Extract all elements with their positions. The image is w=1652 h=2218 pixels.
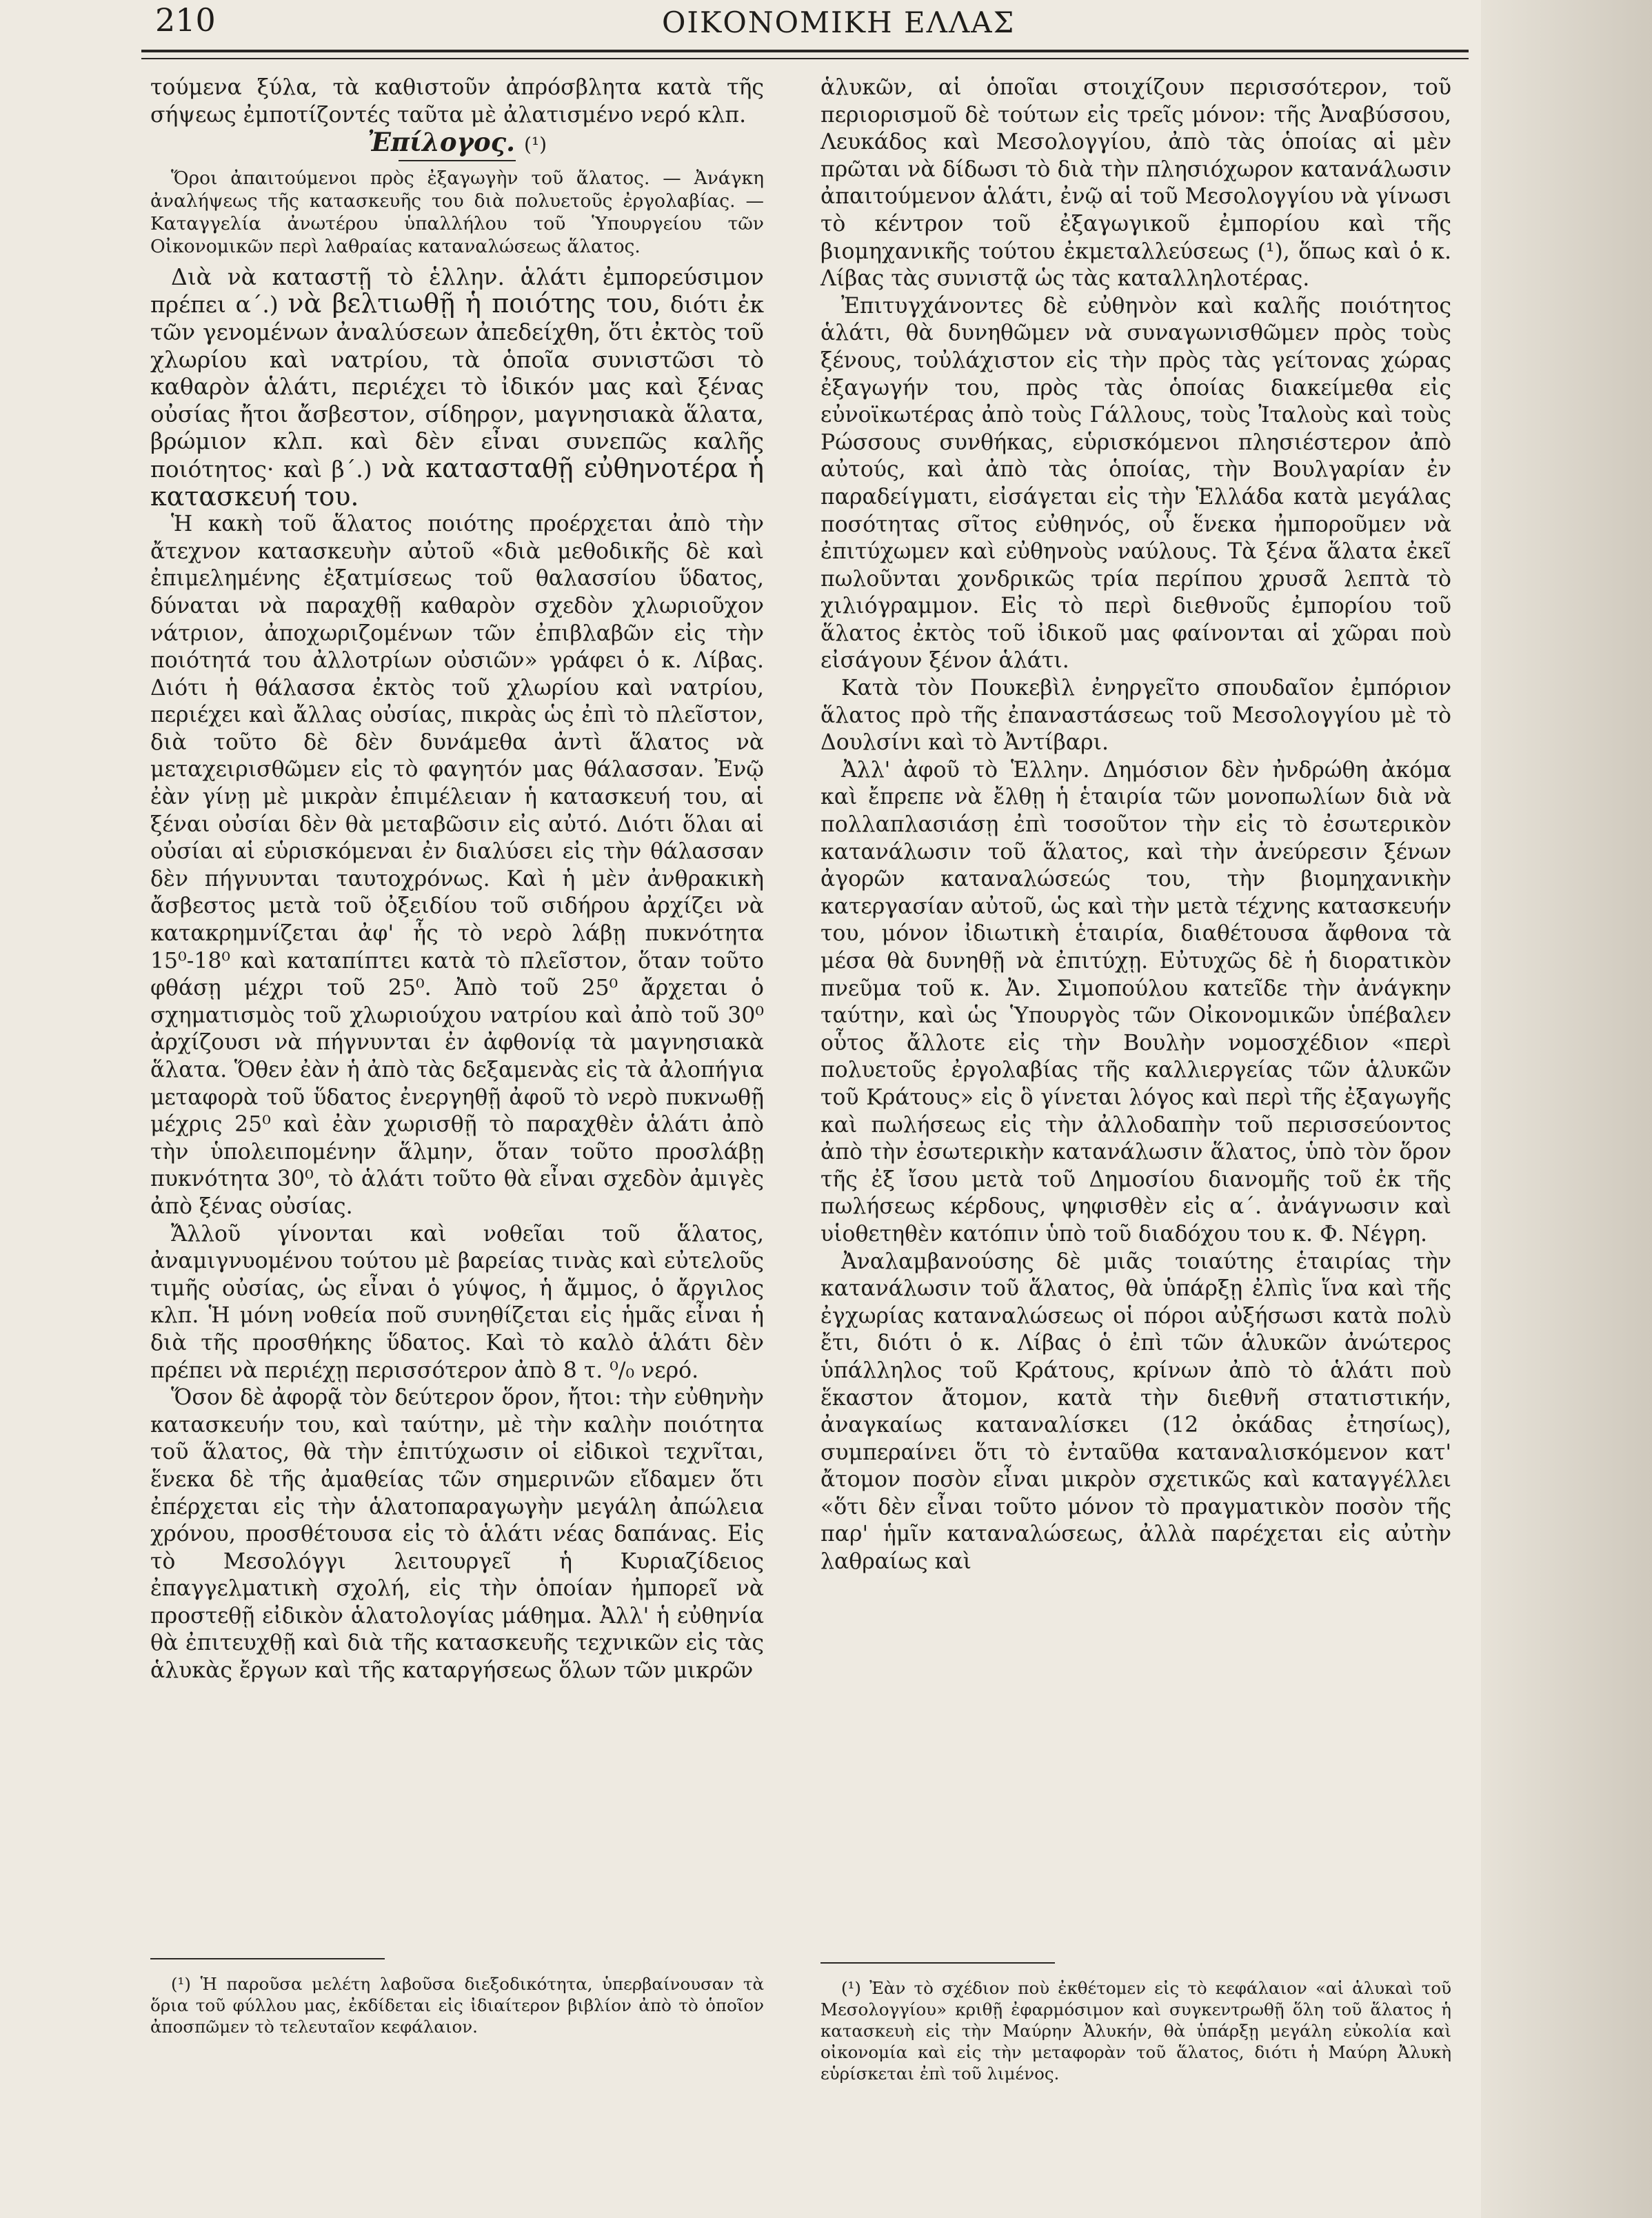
footnote-rule-right	[820, 1962, 1055, 1964]
left-paragraph-top: τούμενα ξύλα, τὰ καθιστοῦν ἀπρόσβλητα κατὰ τῆς σήψεως ἐμποτίζοντές ταῦτα μὲ ἀλατισμένο νερό κλπ.	[150, 75, 764, 128]
right-paragraph-2: Κατὰ τὸν Πουκεβὶλ ἐνηργεῖτο σπουδαῖον ἐμπόριον ἅλατος πρὸ τῆς ἐπαναστάσεως τοῦ Μεσολογγίου μὲ τὸ Δουλσίνι καὶ τὸ Ἀντίβαρι.	[820, 676, 1451, 756]
page-number: 210	[155, 1, 216, 39]
right-column	[820, 74, 1451, 1576]
footnote-reference: (¹)	[523, 133, 547, 157]
left-paragraph-3: Ἄλλοῦ γίνονται καὶ νοθεῖαι τοῦ ἅλατος, ἀναμιγνυομένου τούτου μὲ βαρείας τινὰς καὶ εὐτελοῦς τιμῆς οὐσίας, ὡς εἶναι ὁ γύψος, ἡ ἄμμος, ὁ ἄργιλος κλπ. Ἡ μόνη νοθεία ποῦ συνηθίζεται εἰς ἡμᾶς εἶναι ἡ διὰ τῆς προσθήκης ὕδατος. Καὶ τὸ καλὸ ἁλάτι δὲν πρέπει νὰ περιέχῃ περισσότερον ἀπὸ 8 τ. ⁰/₀ νερό.	[150, 1221, 764, 1383]
left-paragraph-2: Ἡ κακὴ τοῦ ἅλατος ποιότης προέρχεται ἀπὸ τὴν ἄτεχνον κατασκευὴν αὐτοῦ «διὰ μεθοδικῆς δὲ καὶ ἐπιμελημένης ἐξατμίσεως τοῦ θαλασσίου ὕδατος, δύναται νὰ παραχθῇ καθαρὸν σχεδὸν χλωριοῦχον νάτριον, ἀποχωριζομένων τῶν ἐπιβλαβῶν εἰς τὴν ποιότητά του ἀλλοτρίων οὐσιῶν» γράφει ὁ κ. Λίβας. Διότι ἡ θάλασσα ἐκτὸς τοῦ χλωρίου καὶ νατρίου, περιέχει καὶ ἄλλας οὐσίας, πικρὰς ὡς ἐπὶ τὸ πλεῖστον, διὰ τοῦτο δὲ δὲν δυνάμεθα ἀντὶ ἅλατος νὰ μεταχειρισθῶμεν εἰς τὸ φαγητόν μας θάλασσαν. Ἐνῷ ἐὰν γίνῃ μὲ μικρὰν ἐπιμέλειαν ἡ κατασκευή του, αἱ ξέναι οὐσίαι δὲν θὰ μεταβῶσιν εἰς αὐτό. Διότι ὅλαι αἱ οὐσίαι αἱ εὑρισκόμεναι ἐν διαλύσει εἰς τὴν θάλασσαν δὲν πήγνυνται ταυτοχρόνως. Καὶ ἡ μὲν ἀνθρακικὴ ἄσβεστος μετὰ τοῦ ὀξειδίου τοῦ σιδήρου ἀρχίζει νὰ κατακρημνίζεται ἀφ' ἧς τὸ νερὸ λάβῃ πυκνότητα 15⁰-18⁰ καὶ καταπίπτει κατὰ τὸ πλεῖστον, ὅταν τοῦτο φθάσῃ μέχρι τοῦ 25⁰. Ἀπὸ τοῦ 25⁰ ἄρχεται ὁ σχηματισμὸς τοῦ χλωριούχου νατρίου καὶ ἀπὸ τοῦ 30⁰ ἀρχίζουσι νὰ πήγνυνται ἐν ἀφθονίᾳ τὰ μαγνησιακὰ ἅλατα. Ὅθεν ἐὰν ἡ ἀπὸ τὰς δεξαμενὰς εἰς τὰ ἀλοπήγια μεταφορὰ τοῦ ὕδατος ἐνεργηθῇ ἀφοῦ τὸ νερὸ πυκνωθῇ μέχρις 25⁰ καὶ ἐὰν χωρισθῇ τὸ παραχθὲν ἁλάτι ἀπὸ τὴν ὑπολειπομένην ἅλμην, ὅταν τοῦτο προσλάβῃ πυκνότητα 30⁰, τὸ ἁλάτι τοῦτο θὰ εἶναι σχεδὸν ἀμιγὲς ἀπὸ ξένας οὐσίας.	[150, 512, 764, 1219]
paragraph-1-part-a: Διὰ νὰ καταστῇ τὸ ἑλλην. ἁλάτι ἐμπορεύσιμον πρέπει α΄.)	[150, 263, 764, 319]
right-footnote	[820, 1977, 1451, 2084]
left-column	[150, 74, 764, 1685]
paragraph-1-part-c: διότι ἐκ τῶν γενομένων ἀναλύσεων ἀπεδείχθη, ὅτι ἐκτὸς τοῦ χλωρίου καὶ νατρίου, τὰ ὁποῖα συνιστῶσι τὸ καθαρὸν ἁλάτι, περιέχει τὸ ἰδικόν μας καὶ ξένας οὐσίας ἤτοι ἄσβεστον, σίδηρον, μαγνησιακὰ ἅλατα, βρώμιον κλπ. καὶ δὲν εἶναι συνεπῶς καλῆς ποιότητος· καὶ β΄.)	[150, 291, 764, 483]
paragraph-1-emphasis-a: νὰ βελτιωθῇ ἡ ποιότης του,	[288, 288, 661, 319]
header-rule	[141, 50, 1469, 52]
right-paragraph-top: ἁλυκῶν, αἱ ὁποῖαι στοιχίζουν περισσότερον, τοῦ περιορισμοῦ δὲ τούτων εἰς τρεῖς μόνον: τῆς Ἀναβύσσου, Λευκάδος καὶ Μεσολογγίου, ἀπὸ τὰς ὁποίας αἱ μὲν πρῶται νὰ δίδωσι τὸ διὰ τὴν πλησιόχωρον κατανάλωσιν ἀπαιτούμενον ἁλάτι, ἐνῷ αἱ τοῦ Μεσολογγίου νὰ γίνωσι τὸ κέντρον τοῦ ἐξαγωγικοῦ ἐμπορίου καὶ τῆς βιομηχανικῆς τούτου ἐκμεταλλεύσεως (¹), ὅπως καὶ ὁ κ. Λίβας τὰς συνιστᾷ ὡς τὰς καταλληλοτέρας.	[820, 75, 1451, 292]
left-footnote-text: (¹) Ἡ παροῦσα μελέτη λαβοῦσα διεξοδικότητα, ὑπερβαίνουσαν τὰ ὅρια τοῦ φύλλου μας, ἐκδίδεται εἰς ἰδιαίτερον βιβλίον ἀπὸ τὸ ὁποῖον ἀποσπῶμεν τὸ τελευταῖον κεφάλαιον.	[150, 1974, 764, 2037]
left-footnote	[150, 1973, 764, 2037]
section-summary: Ὅροι ἀπαιτούμενοι πρὸς ἐξαγωγὴν τοῦ ἅλατος. — Ἀνάγκη ἀναλήψεως τῆς κατασκευῆς του διὰ πολυετοῦς ἐργολαβίας. — Καταγγελία ἀνωτέρου ὑπαλλήλου τοῦ Ὑπουργείου τῶν Οἰκονομικῶν περὶ λαθραίας καταναλώσεως ἅλατος.	[150, 167, 764, 257]
section-heading-text: Ἐπίλογος.	[367, 127, 516, 158]
right-paragraph-3: Ἀλλ' ἀφοῦ τὸ Ἑλλην. Δημόσιον δὲν ἠνδρώθη ἀκόμα καὶ ἔπρεπε νὰ ἔλθῃ ἡ ἑταιρία τῶν μονοπωλίων διὰ νὰ πολλαπλασιάσῃ ἐπὶ τοσοῦτον τὴν εἰς τὸ ἐσωτερικὸν κατανάλωσιν τοῦ ἅλατος, καὶ τὴν ἀνεύρεσιν ξένων ἀγορῶν καταναλώσεώς του, τὴν βιομηχανικὴν κατεργασίαν αὐτοῦ, ὡς καὶ τὴν μετὰ τέχνης κατασκευήν του, μόνον ἰδιωτικὴ ἑταιρία, διαθέτουσα ἄφθονα τὰ μέσα θὰ δυνηθῇ νὰ ἐπιτύχῃ. Εὐτυχῶς δὲ ἡ διορατικὸν πνεῦμα τοῦ κ. Ἀν. Σιμοπούλου κατεῖδε τὴν ἀνάγκην ταύτην, καὶ ὡς Ὑπουργὸς τῶν Οἰκονομικῶν ὑπέβαλεν οὗτος ἄλλοτε εἰς τὴν Βουλὴν νομοσχέδιον «περὶ πολυετοῦς ἐργολαβίας τῆς καλλιεργείας τῶν ἁλυκῶν τοῦ Κράτους» εἰς ὃ γίνεται λόγος καὶ περὶ τῆς ἐξαγωγῆς καὶ πωλήσεως εἰς τὴν ἀλλοδαπὴν τοῦ περισσεύοντος ἀπὸ τὴν ἐσωτερικὴν κατανάλωσιν ἅλατος, ὑπὸ τὸν ὅρον τῆς ἐξ ἴσου μετὰ τοῦ Δημοσίου διανομῆς τοῦ ἐκ τῆς πωλήσεως κέρδους, ψηφισθὲν εἰς α΄. ἀνάγνωσιν καὶ υἱοθετηθὲν κατόπιν ὑπὸ τοῦ διαδόχου του κ. Φ. Νέγρη.	[820, 757, 1451, 1247]
footnote-rule-left	[150, 1958, 385, 1959]
paragraph-1-emphasis-b: νὰ κατασταθῇ εὐθηνοτέρα ἡ κατασκευή του.	[150, 452, 764, 512]
header-rule-thin	[141, 58, 1469, 59]
section-heading	[150, 129, 764, 159]
right-paragraph-1: Ἐπιτυγχάνοντες δὲ εὐθηνὸν καὶ καλῆς ποιότητος ἁλάτι, θὰ δυνηθῶμεν νὰ συναγωνισθῶμεν πρὸς τοὺς ξένους, τοὐλάχιστον εἰς τὴν πρὸς τὰς γείτονας χώρας ἐξαγωγήν του, πρὸς τὰς ὁποίας διακείμεθα εἰς εὐνοϊκωτέρας ἀπὸ τοὺς Γάλλους, τοὺς Ἰταλοὺς καὶ τοὺς Ρώσσους συνθήκας, εὑρισκόμενοι πλησιέστερον ἀπὸ αὐτούς, καὶ ἀπὸ τὰς ὁποίας, τὴν Βουλγαρίαν ἐν παραδείγματι, εἰσάγεται εἰς τὴν Ἑλλάδα κατὰ μεγάλας ποσότητας σῖτος εὐθηνός, οὗ ἕνεκα ἠμποροῦμεν νὰ ἐπιτύχωμεν καὶ εὐθηνοὺς ναύλους. Τὰ ξένα ἅλατα ἐκεῖ πωλοῦνται χονδρικῶς τρία περίπου χρυσᾶ λεπτὰ τὸ χιλιόγραμμον. Εἰς τὸ περὶ διεθνοῦς ἐμπορίου τοῦ ἅλατος ἐκτὸς τοῦ ἰδικοῦ μας φαίνονται αἱ χῶραι ποὺ εἰσάγουν ξένον ἁλάτι.	[820, 293, 1451, 674]
left-paragraph-4: Ὅσον δὲ ἀφορᾷ τὸν δεύτερον ὅρον, ἤτοι: τὴν εὐθηνὴν κατασκευήν του, καὶ ταύτην, μὲ τὴν καλὴν ποιότητα τοῦ ἅλατος, θὰ τὴν ἐπιτύχωσιν οἱ εἰδικοὶ τεχνῖται, ἕνεκα δὲ τῆς ἀμαθείας τῶν σημερινῶν εἴδαμεν ὅτι ἐπέρχεται εἰς τὴν ἁλατοπαραγωγὴν μεγάλη ἀπώλεια χρόνου, προσθέτουσα εἰς τὸ ἁλάτι νέας δαπάνας. Εἰς τὸ Μεσολόγγι λειτουργεῖ ἡ Κυριαζίδειος ἐπαγγελματικὴ σχολή, εἰς τὴν ὁποίαν ἠμπορεῖ νὰ προστεθῇ εἰδικὸν ἁλατολογίας μάθημα. Ἀλλ' ἡ εὐθηνία θὰ ἐπιτευχθῇ καὶ διὰ τῆς κατασκευῆς τεχνικῶν εἰς τὰς ἁλυκὰς ἔργων καὶ τῆς καταργήσεως ὅλων τῶν μικρῶν	[150, 1385, 764, 1684]
right-footnote-text: (¹) Ἐὰν τὸ σχέδιον ποὺ ἐκθέτομεν εἰς τὸ κεφάλαιον «αἱ ἁλυκαὶ τοῦ Μεσολογγίου» κριθῇ ἐφαρμόσιμον καὶ συγκεντρωθῇ ὅλη τοῦ ἅλατος ἡ κατασκευὴ εἰς τὴν Μαύρην Ἀλυκήν, θὰ ὑπάρξῃ μεγάλη εὐκολία καὶ οἰκονομία καὶ εἰς τὴν μεταφορὰν τοῦ ἅλατος, διότι ἡ Μαύρη Ἀλυκὴ εὑρίσκεται ἐπὶ τοῦ λιμένος.	[820, 1978, 1451, 2084]
running-title: ΟΙΚΟΝΟΜΙΚΗ ΕΛΛΑΣ	[662, 6, 1016, 39]
heading-rule	[399, 160, 516, 161]
right-paragraph-4: Ἀναλαμβανούσης δὲ μιᾶς τοιαύτης ἑταιρίας τὴν κατανάλωσιν τοῦ ἅλατος, θὰ ὑπάρξῃ ἐλπὶς ἵνα καὶ τῆς ἐγχωρίας καταναλώσεως οἱ πόροι αὐξήσωσι κατὰ πολὺ ἔτι, διότι ὁ κ. Λίβας ὁ ἐπὶ τῶν ἁλυκῶν ἀνώτερος ὑπάλληλος τοῦ Κράτους, κρίνων ἀπὸ τὸ ἁλάτι ποὺ ἕκαστον ἄτομον, κατὰ τὴν διεθνῆ στατιστικήν, ἀναγκαίως καταναλίσκει (12 ὀκάδας ἐτησίως), συμπεραίνει ὅτι τὸ ἐνταῦθα καταναλισκόμενον κατ' ἄτομον ποσὸν εἶναι μικρὸν σχετικῶς καὶ καταγγέλλει «ὅτι δὲν εἶναι τοῦτο μόνον τὸ πραγματικὸν ποσὸν τῆς παρ' ἡμῖν καταναλώσεως, ἀλλὰ παρέχεται εἰς αὐτὴν λαθραίως καὶ	[820, 1249, 1451, 1575]
left-paragraph-1	[150, 263, 764, 511]
page-edge-shadow	[1481, 0, 1652, 2218]
